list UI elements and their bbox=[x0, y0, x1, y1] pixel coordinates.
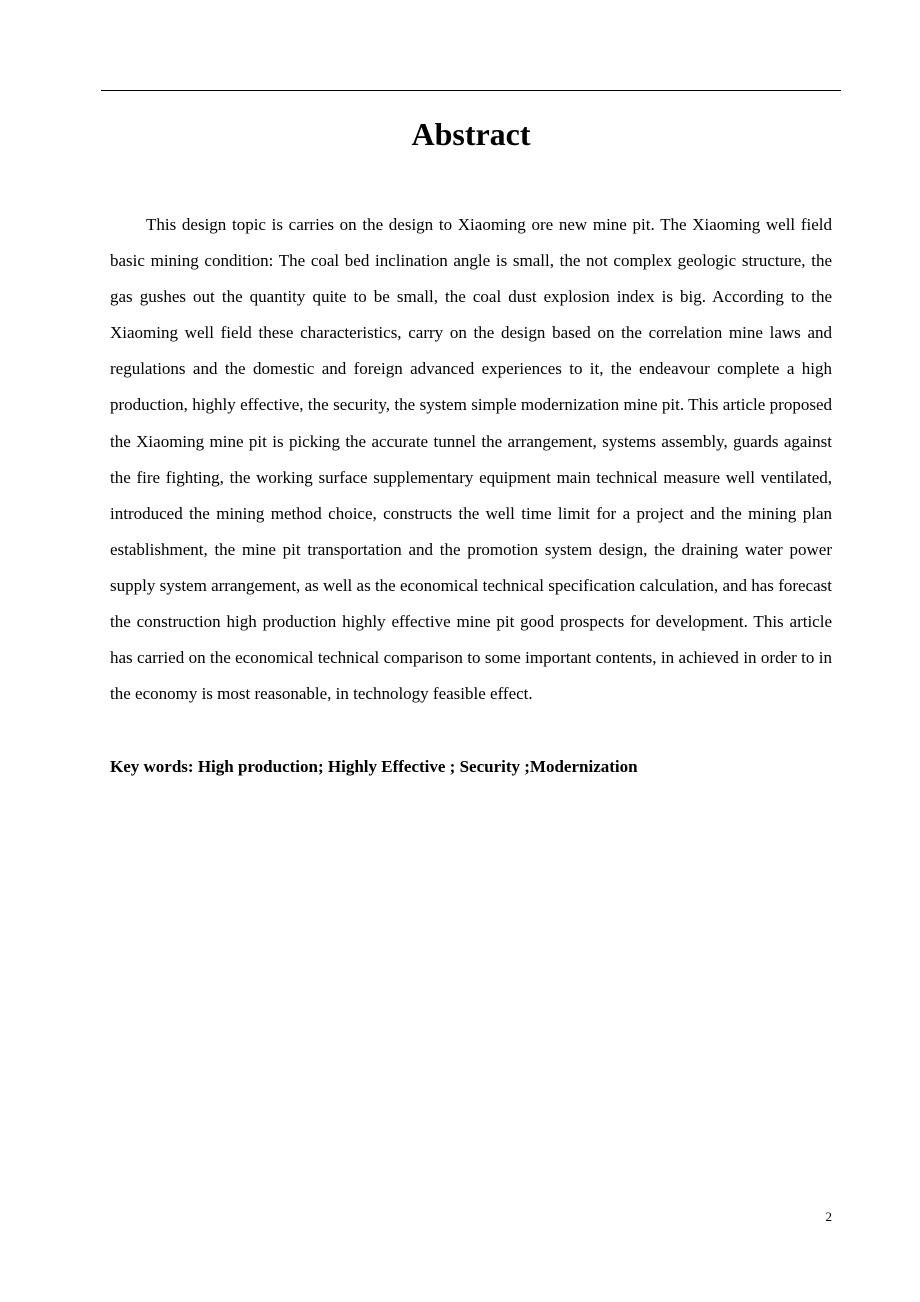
page-number: 2 bbox=[825, 1209, 832, 1224]
keywords-line: Key words: High production; Highly Effective ; Security ;Modernization bbox=[110, 757, 638, 776]
header-rule bbox=[101, 90, 841, 91]
page-title: Abstract bbox=[411, 116, 531, 152]
abstract-body: This design topic is carries on the design to Xiaoming ore new mine pit. The Xiaoming well field basic mining condition: The coal bed inclination angle is small, the not complex geologic structure, the gas gushes out the quantity quite to be small, the coal dust explosion index is big. According to the Xiaoming well field these characteristics, carry on the design based on the correlation mine laws and regulations and the domestic and foreign advanced experiences to it, the endeavour complete a high production, highly effective, the security, the system simple modernization mine pit. This article proposed the Xiaoming mine pit is picking the accurate tunnel the arrangement, systems assembly, guards against the fire fighting, the working surface supplementary equipment main technical measure well ventilated, introduced the mining method choice, constructs the well time limit for a project and the mining plan establishment, the mine pit transportation and the promotion system design, the draining water power supply system arrangement, as well as the economical technical specification calculation, and has forecast the construction high production highly effective mine pit good prospects for development. This article has carried on the economical technical comparison to some important contents, in achieved in order to in the economy is most reasonable, in technology feasible effect. bbox=[110, 215, 832, 704]
